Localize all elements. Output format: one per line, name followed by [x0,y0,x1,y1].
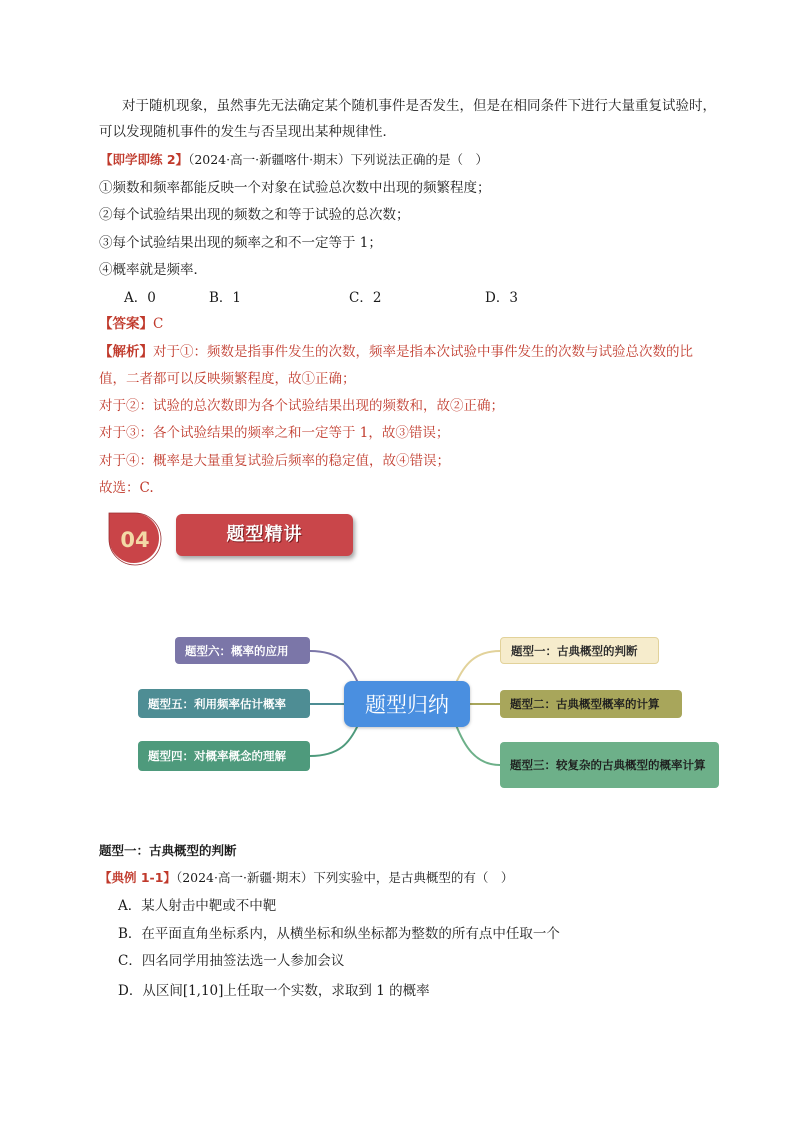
section-title: 题型精讲 [226,524,303,545]
option-c: C．2 [349,290,382,306]
analysis-line-4: 对于③：各个试验结果的频率之和一定等于 1，故③错误； [99,425,450,441]
practice-tag: 【即学即练 2】 [100,152,189,167]
example-option-c: C．四名同学用抽签法选一人参加会议 [118,953,345,969]
statement-2: ②每个试验结果出现的频数之和等于试验的总次数； [99,207,410,223]
statement-3: ③每个试验结果出现的频率之和不一定等于 1； [99,235,382,251]
connector-right-3 [456,725,500,765]
intro-line-1: 对于随机现象，虽然事先无法确定某个随机事件是否发生，但是在相同条件下进行大量重复试验时， [122,98,716,114]
example-option-d: D．从区间[1,10]上任取一个实数，求取到 1 的概率 [118,983,430,999]
statement-4: ④概率就是频率． [99,262,207,278]
analysis-line-2: 值，二者都可以反映频繁程度，故①正确； [99,371,356,387]
example-option-a: A．某人射击中靶或不中靶 [118,898,277,914]
statement-1: ①频数和频率都能反映一个对象在试验总次数中出现的频繁程度； [99,180,491,196]
mindmap-center: 题型归纳 [344,681,470,727]
mindmap-node-3: 题型三：较复杂的古典概型的概率计算 [500,742,719,788]
example-question [99,868,513,888]
example-source: （2024·高一·新疆·期末）下列实验中，是古典概型的有（ ） [175,870,514,885]
option-d: D．3 [485,290,518,306]
example-heading: 题型一：古典概型的判断 [99,843,237,858]
answer-value: C [153,316,164,332]
answer-tag: 【答案】 [99,316,153,332]
analysis-text-1: 对于①：频数是指事件发生的次数，频率是指本次试验中事件发生的次数与试验总次数的比 [153,344,693,360]
mindmap-node-6: 题型六：概率的应用 [175,637,310,664]
intro-line-2: 可以发现随机事件的发生与否呈现出某种规律性． [99,124,396,140]
analysis-line-3: 对于②：试验的总次数即为各个试验结果出现的频数和，故②正确； [99,398,504,414]
connector-right-1 [456,651,500,683]
mindmap-node-2: 题型二：古典概型概率的计算 [500,690,682,718]
mindmap-node-4: 题型四：对概率概念的理解 [138,741,310,771]
example-option-b: B．在平面直角坐标系内，从横坐标和纵坐标都为整数的所有点中任取一个 [118,926,560,942]
section-number: 04 [120,528,150,552]
mindmap-node-5: 题型五：利用频率估计概率 [138,689,310,718]
analysis-tag: 【解析】 [99,344,153,360]
example-tag: 【典例 1-1】 [99,870,176,885]
choose-line: 故选：C. [99,480,154,496]
mindmap-node-1: 题型一：古典概型的判断 [500,637,659,664]
option-a: A．0 [124,290,156,306]
practice-source: （2024·高一·新疆喀什·期末）下列说法正确的是（ ） [188,152,489,167]
connector-left-1 [310,651,358,683]
analysis-line-5: 对于④：概率是大量重复试验后频率的稳定值，故④错误； [99,453,450,469]
connector-left-3 [310,725,358,756]
option-b: B．1 [209,290,242,306]
